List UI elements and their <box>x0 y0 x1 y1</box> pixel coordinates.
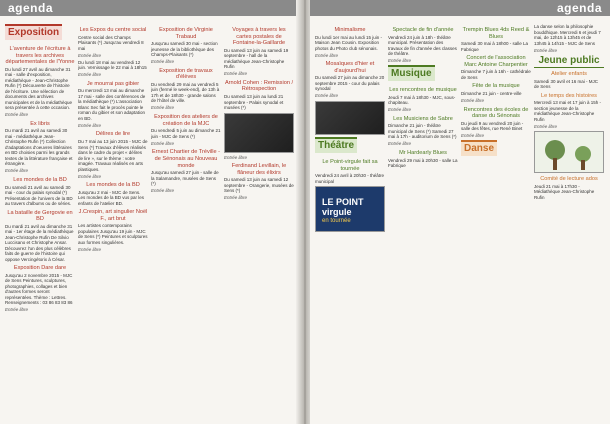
item-title: La bataille de Gergovie en BD <box>7 209 73 223</box>
item-entree: Entrée libre <box>78 173 102 179</box>
item-title: L'aventure de l'écriture à travers les archives départementales de l'Yonne <box>5 46 75 66</box>
item-entree: Entrée libre <box>461 133 485 139</box>
artwork-photo <box>224 113 294 153</box>
left-column-2 <box>78 24 148 416</box>
item-title: Les mondes de la BD <box>13 177 67 184</box>
left-column-1 <box>5 24 75 416</box>
item-body: La danse selon la philosophie bouddhique. Mercredi 6 et jeudi 7 mai, de 12h15 à 13h45 et de 13h45 à 14h15 - MJC de Sens <box>534 24 601 46</box>
item-entree: Entrée libre <box>388 58 412 64</box>
item-title: J.Crespin, art singulier Noël F., art brut <box>78 209 148 222</box>
item-title: Mr Hardearly Blues <box>399 150 447 157</box>
item-entree: Entrée libre <box>224 71 248 77</box>
right-column-1 <box>315 24 385 416</box>
item-title: Rencontres des écoles de danse du Sénonais <box>463 106 529 120</box>
item-entree: Entrée libre <box>151 140 175 146</box>
item-entree: Entrée libre <box>151 105 175 111</box>
item-body: Du mardi 21 avril au dimanche 31 mai - 1er étage de la médiathèque Jean-Christophe Rufin De Silvio Luccisano et Christophe Ansar. Découvrez l'un des plus célèbres faits de guerre de l'histoire qui oppose Vercingétorix à César. <box>5 223 74 262</box>
item-body: Dimanche 7 juin à 16h - cathédrale de Sens <box>461 69 531 80</box>
item-body: Du samedi 13 juin au lundi 21 septembre - Palais synodal et musées (*) <box>224 94 284 111</box>
item-title: Les mondes de la BD <box>86 182 140 189</box>
item-body: Centre social des Champs Plaisants (*) Jusqu'au vendredi 8 mai <box>78 34 144 51</box>
item-entree: Entrée libre <box>461 97 485 103</box>
item-entree: Entrée libre <box>151 188 175 194</box>
item-body: Vendredi 29 mai à 20h30 - salle La Fabrique <box>388 157 458 169</box>
item-body: Dimanche 21 juin - théâtre municipal de Sens (*) Samedi 27 mai à 17h - auditorium de Sens (*) <box>388 123 457 140</box>
item-title: Trempin Blues 4ds Reed & Blues <box>462 27 530 40</box>
item-entree: Entrée libre <box>388 107 412 113</box>
item-title: Je mourrai pas gibier <box>86 80 140 87</box>
section-title-danse: Danse <box>461 140 497 156</box>
item-body: Samedi 30 avril et 16 mai - MJC de Sens <box>534 78 599 90</box>
right-header-bar <box>310 0 610 16</box>
item-title: Ernest Chartier de Tréville - de Sénonais au Nouveau monde <box>151 149 221 169</box>
right-column-4 <box>534 24 604 416</box>
item-body: Du lundi 1er mai au lundi 15 juin - Maison Jean Cousin. Exposition photos du Photo club sénonais. <box>315 34 383 51</box>
item-entree: Entrée libre <box>151 59 175 65</box>
right-column-3 <box>461 24 531 416</box>
item-body: Du 7 mai au 13 juin 2015 - MJC de Sens (*) Travaux d'élèves réalisés dans le cadre du projet « délires de lire », sur le thème : votre imagée. Travaux réalisés en arts plastiques. <box>78 139 148 172</box>
item-title: Le temps des histoires <box>541 92 597 99</box>
item-body: Du mardi 21 avril au samedi 30 mai - médiathèque Jean-Christophe Rufin (*) Collection d'adaptations d'oeuvres littéraires en BD choisies parmi les grands textes de la littérature française et étrangère. <box>5 128 73 167</box>
item-entree: Entrée libre <box>315 93 339 99</box>
section-title-theatre: Théâtre <box>315 137 357 153</box>
item-title: Ferdinand Levillain, le flâneur des élixirs <box>231 163 287 176</box>
section-title-exposition: Exposition <box>5 24 62 40</box>
poster-title: LE POINT virgule <box>322 197 364 218</box>
item-body: Du lundi 27 avril au dimanche 31 mai - salle d'exposition, médiathèque - Jean-Christophe Rufin (*) Découverte de l'histoire de l'écriture. Une sélection de documents des archives municipales et de la médiathèque sera présentée à cette occasion. <box>5 66 73 111</box>
item-title: Ex libris <box>30 120 50 127</box>
item-entree: Entrée libre <box>388 141 412 147</box>
item-body: Vendredi 24 juin à 18h - théâtre municipal. Présentation des travaux de fin d'année des classes de théâtre. <box>388 34 457 57</box>
item-body: Les artistes contemporains populaires Jusqu'au 19 juin - MJC de Sens (*) Peintures et sculptures aux formes singulières. <box>78 223 148 245</box>
section-title-jeune-public: Jeune public <box>534 55 604 68</box>
section-title-musique: Musique <box>388 65 435 81</box>
item-body: Jusqu'au 2 mai - MJC de Sens. Les mondes de la BD vus par les enfants de l'atelier BD. <box>78 189 145 206</box>
item-title: Les Musiciens de Sabre <box>393 115 453 122</box>
item-entree: Entrée libre <box>5 112 29 118</box>
item-title: Minimalisme <box>334 27 366 33</box>
right-agenda-label: agenda <box>556 1 602 15</box>
right-column-2 <box>388 24 458 416</box>
item-body: Vendredi 24 avril à 20h30 - théâtre municipal <box>315 173 385 184</box>
item-entree: Entrée libre <box>534 47 558 53</box>
item-title: Voyages à travers les cartes postales de Fontaine-la-Gaillarde <box>232 27 286 47</box>
point-virgule-poster <box>315 186 385 232</box>
item-title: Exposition de travaux d'élèves <box>159 67 213 81</box>
item-body: Jeudi 7 mai à 18h30 - MJC, sous-chapiteau. <box>388 94 456 106</box>
item-title: Arnold Cohen : Remission / Rétrospection <box>224 79 294 93</box>
item-title: Exposition Dare dare <box>13 265 67 272</box>
item-title: Les Expos du centre social <box>79 27 147 33</box>
item-body: Du vendredi 29 mai au vendredi 5 juin (fermé le week-end), de 13h à 17h et de 18h30 - grande salons de l'hôtel de ville. <box>151 81 220 104</box>
left-column-4 <box>224 24 294 416</box>
item-body: Du jeudi 9 au vendredi 20 juin - salle des fêtes, rue René Binet <box>461 120 524 132</box>
item-entree: Entrée libre <box>78 122 102 128</box>
item-title: Délires de lire <box>95 131 131 138</box>
item-body: Du samedi 13 juin au samedi 12 septembre - Orangerie, musées de Sens (*) <box>224 177 294 194</box>
item-title: Le Point-virgule fait sa tournée <box>322 158 378 172</box>
item-title: Spectacle de fin d'année <box>392 27 454 33</box>
item-entree: Entrée libre <box>534 123 558 129</box>
item-body: Dimanche 21 juin - centre-ville <box>461 90 522 96</box>
item-body: Jusqu'au samedi 30 mai - section jeunesse de la bibliothèque des Champs-Plaisants (*) <box>151 41 218 58</box>
left-column-3 <box>151 24 221 416</box>
item-body: Jusqu'au samedi 27 juin - salle de la Salamandre, musées de Sens (*) <box>151 170 219 187</box>
item-body: Jeudi 21 mai à 17h30 - Médiathèque Jean-Christophe Rufin <box>534 183 595 200</box>
item-entree: Entrée libre <box>5 168 29 174</box>
mosaic-photo <box>315 101 385 135</box>
item-body: Samedi 30 mai à 18h00 - salle La Fabrique <box>461 41 529 52</box>
item-entree: Entrée libre <box>315 52 339 58</box>
item-entree: Entrée libre <box>224 154 248 160</box>
item-entree: Entrée libre <box>5 307 29 313</box>
item-entree: Entrée libre <box>78 246 102 252</box>
item-title: Atelier enfants <box>551 71 587 78</box>
item-title: Concert de l'association Marc Antoine Charpentier <box>464 55 528 68</box>
item-entree: Entrée libre <box>78 72 102 78</box>
poster-subtitle: en tournée <box>322 218 351 225</box>
item-title: Fête de la musique <box>472 83 520 90</box>
item-title: Les rencontres de musique <box>389 87 457 94</box>
item-title: Exposition de Virginie Trabaud <box>159 27 213 40</box>
tree-illustration-icon <box>535 132 604 173</box>
item-body: Jusqu'au 2 novembre 2015 - MJC de Sens Peintures, sculptures, photographies, collages et bien d'autres formes seront représentées. Thème : Lettres. Renseignements : 03 86 83 83 86 <box>5 272 73 306</box>
item-body: Du vendredi 5 juin au dimanche 21 juin - MJC de Sens (*) <box>151 128 221 139</box>
item-body: Du mercredi 13 mai au dimanche 17 mai - salle des conférences de la médiathèque (*) L'association Blanc Sec fait le procès pointe le roman du gibier et son adaptation en BD. <box>78 88 146 121</box>
item-title: Mosaïques d'hier et d'aujourd'hui <box>325 61 375 74</box>
item-body: Du lundi 18 mai au vendredi 12 juin. Vernissage le 22 mai à 18h15 <box>78 59 147 71</box>
left-agenda-label: agenda <box>8 1 54 15</box>
illustration-photo <box>534 131 604 173</box>
item-entree: Entrée libre <box>224 195 248 201</box>
item-body: Du samedi 27 juin au dimanche 20 septembre 2015 - cour du palais synodal <box>315 75 385 92</box>
item-title: Comité de lecture ados <box>540 176 598 183</box>
item-body: Mercredi 13 mai et 17 juin à 15h - section jeunesse de la médiathèque Jean-Christophe Rufin <box>534 100 602 122</box>
item-entree: Entrée libre <box>78 52 102 58</box>
item-title: Exposition des ateliers de création de la MJC <box>154 114 218 127</box>
left-header-bar <box>0 0 300 16</box>
item-body: Du samedi 21 avril au samedi 30 mai - cour du palais synodal (*) Présentation de l'univers de la BD au travers d'albums ou de séries. <box>5 184 73 207</box>
item-body: Du samedi 13 juin au samedi 19 septembre - hall de la médiathèque Jean-Christophe Rufin <box>224 47 289 70</box>
